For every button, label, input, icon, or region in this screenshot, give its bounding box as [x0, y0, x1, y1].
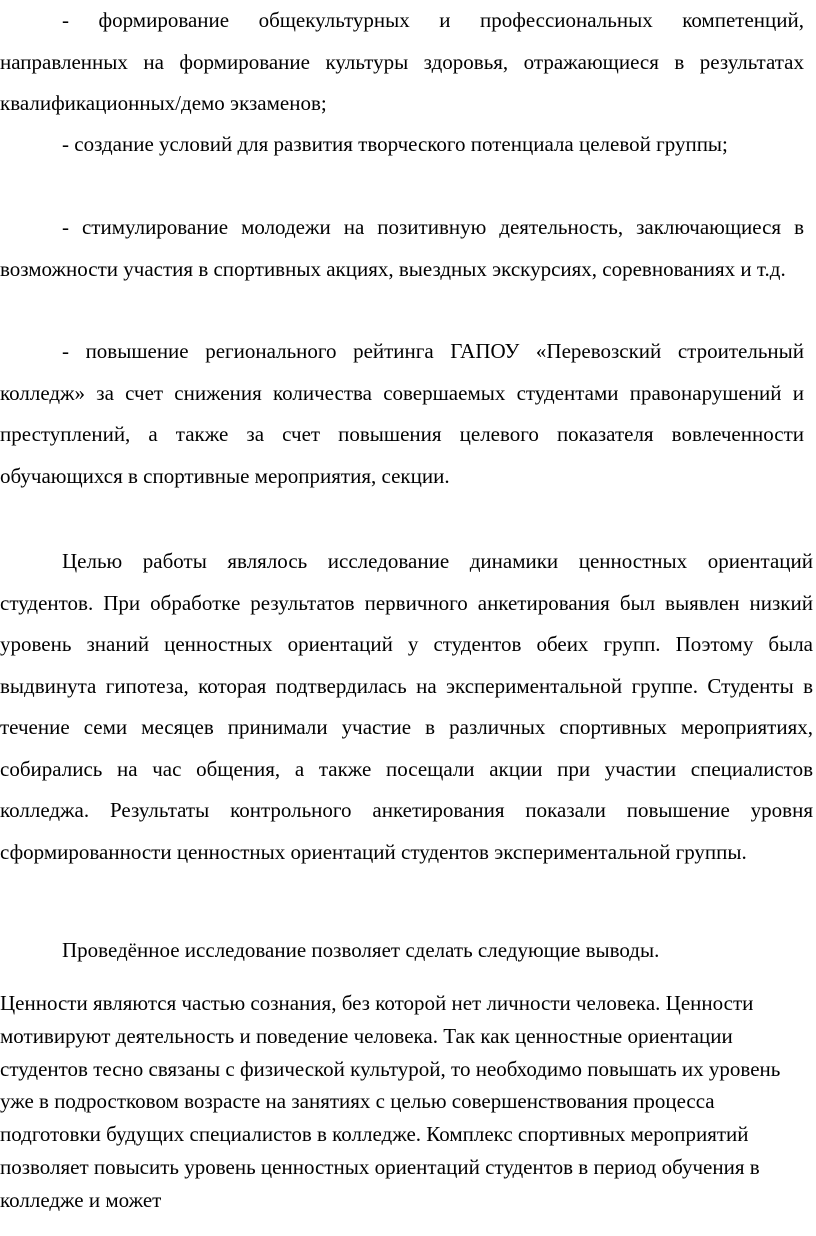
paragraph-youth-stimulation: - стимулирование молодежи на позитивную деятельность, заключающиеся в возможности участия в спортивных акциях, выездных экскурсиях, соревнованиях и т.д.: [0, 215, 804, 281]
paragraph-research-goal: Целью работы являлось исследование динамики ценностных ориентаций студентов. При обработке результатов первичного анкетирования был выявлен низкий уровень знаний ценностных ориентаций у студентов обеих групп. Поэтому была выдвинута гипотеза, которая подтвердилась на экспериментальной группе. Студенты в течение семи месяцев принимали участие в различных спортивных мероприятиях, собирались на час общения, а также посещали акции при участии специалистов колледжа. Результаты контрольного анкетирования показали повышение уровня сформированности ценностных ориентаций студентов экспериментальной группы.: [0, 549, 813, 864]
paragraph-regional-rating: - повышение регионального рейтинга ГАПОУ «Перевозский строительный колледж» за счет снижения количества совершаемых студентами правонарушений и преступлений, а также за счет повышения целевого показателя вовлеченности обучающихся в спортивные мероприятия, секции.: [0, 339, 804, 488]
paragraph-conclusions-body: Ценности являются частью сознания, без которой нет личности человека. Ценности мотивируют деятельность и поведение человека. Так как ценностные ориентации студентов тесно связаны с физической культурой, то необходимо повышать их уровень уже в подростковом возрасте на занятиях с целью совершенствования процесса подготовки будущих специалистов в колледже. Комплекс спортивных мероприятий позволяет повысить уровень ценностных ориентаций студентов в период обучения в колледже и может: [0, 991, 781, 1212]
paragraph-competencies: - формирование общекультурных и профессиональных компетенций, направленных на формирование культуры здоровья, отражающиеся в результатах квалификационных/демо экзаменов;: [0, 8, 804, 115]
paragraph-conclusions-intro: Проведённое исследование позволяет сделать следующие выводы.: [62, 938, 660, 962]
paragraph-creative-conditions: - создание условий для развития творческого потенциала целевой группы;: [62, 132, 728, 156]
